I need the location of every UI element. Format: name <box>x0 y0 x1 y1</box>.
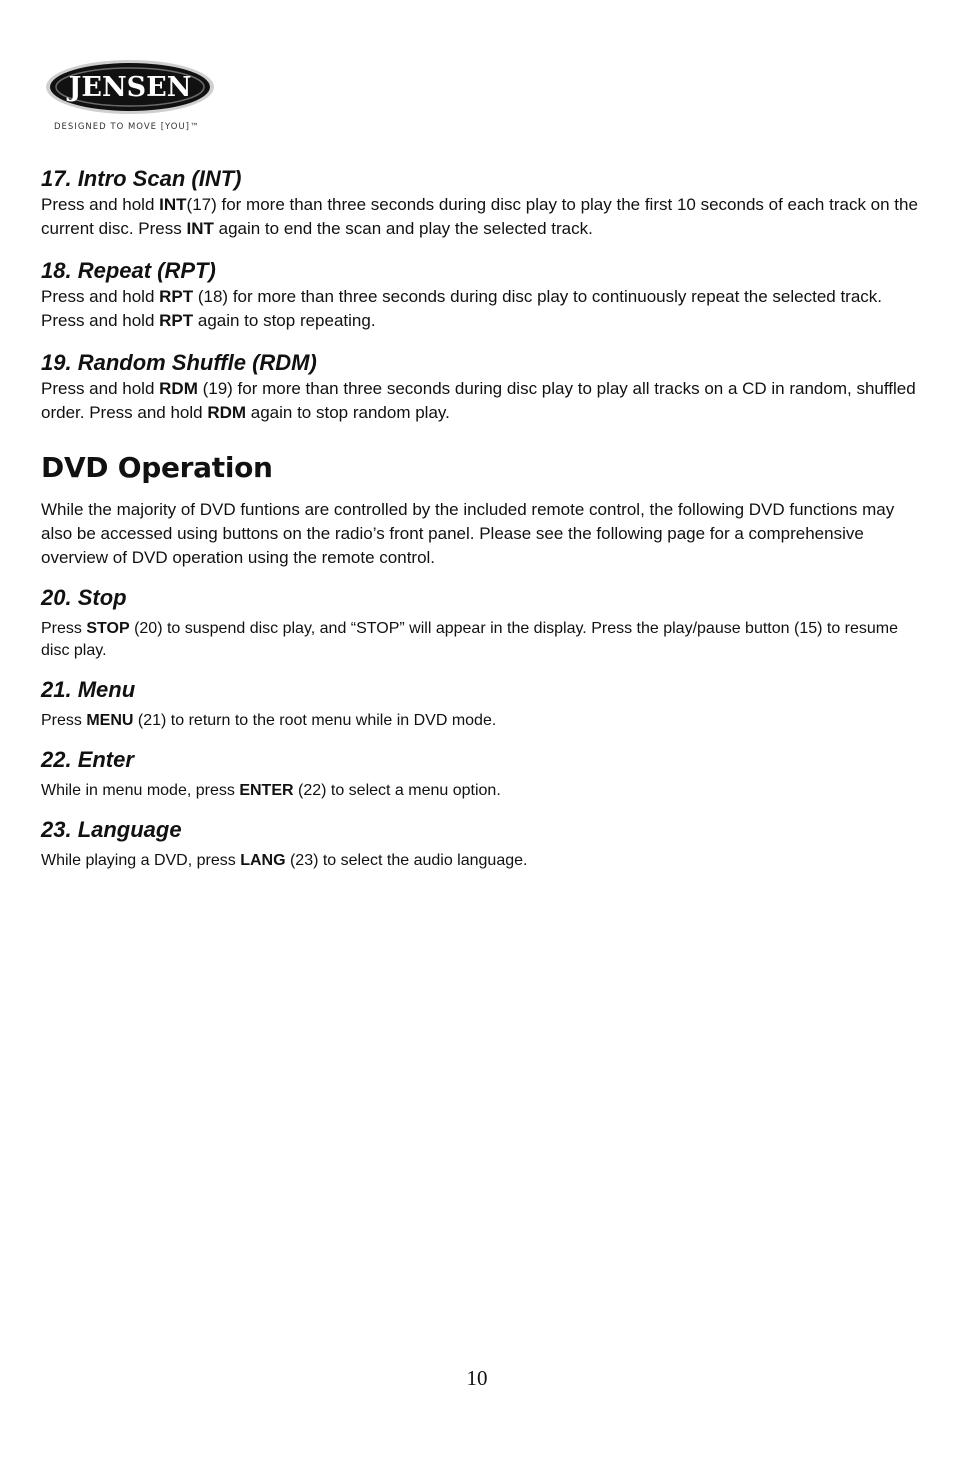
section-20-title: 20. Stop <box>41 585 127 610</box>
brand-tagline: DESIGNED TO MOVE [YOU]™ <box>54 122 200 132</box>
section-23-text: While playing a DVD, press LANG (23) to select the audio language. <box>41 852 528 869</box>
section-22-text: While in menu mode, press ENTER (22) to select a menu option. <box>41 782 501 799</box>
section-18-title: 18. Repeat (RPT) <box>41 258 216 283</box>
section-19-title: 19. Random Shuffle (RDM) <box>41 350 317 375</box>
section-17-title: 17. Intro Scan (INT) <box>41 166 242 191</box>
section-19-text: Press and hold RDM (19) for more than three seconds during disc play to play all tracks on a CD in random, shuffled order. Press and hold RDM again to stop random play. <box>41 379 916 422</box>
section-18-text: Press and hold RPT (18) for more than three seconds during disc play to continuously repeat the selected track. Press and hold RPT again to stop repeating. <box>41 287 883 330</box>
section-21-title: 21. Menu <box>41 677 136 702</box>
brand-name: JENSEN <box>68 72 192 103</box>
section-22-title: 22. Enter <box>41 747 134 772</box>
section-21-text: Press MENU (21) to return to the root menu while in DVD mode. <box>41 712 497 729</box>
section-23-title: 23. Language <box>41 817 182 842</box>
section-17-text: Press and hold INT(17) for more than three seconds during disc play to play the first 10 seconds of each track on the current disc. Press INT again to end the scan and play the selected track. <box>41 195 918 238</box>
jensen-logo <box>44 58 224 138</box>
dvd-operation-intro: While the majority of DVD funtions are controlled by the included remote control, the following DVD functions may also be accessed using buttons on the radio’s front panel. Please see the following page for a comprehensive overview of DVD operation using the remote control. <box>41 500 895 567</box>
dvd-operation-heading: DVD Operation <box>41 451 273 484</box>
page-number: 10 <box>466 1366 488 1390</box>
page-content <box>41 165 921 872</box>
jensen-logo-graphic <box>44 58 224 138</box>
section-20-text: Press STOP (20) to suspend disc play, and “STOP” will appear in the display. Press the play/pause button (15) to resume disc play. <box>41 620 899 659</box>
